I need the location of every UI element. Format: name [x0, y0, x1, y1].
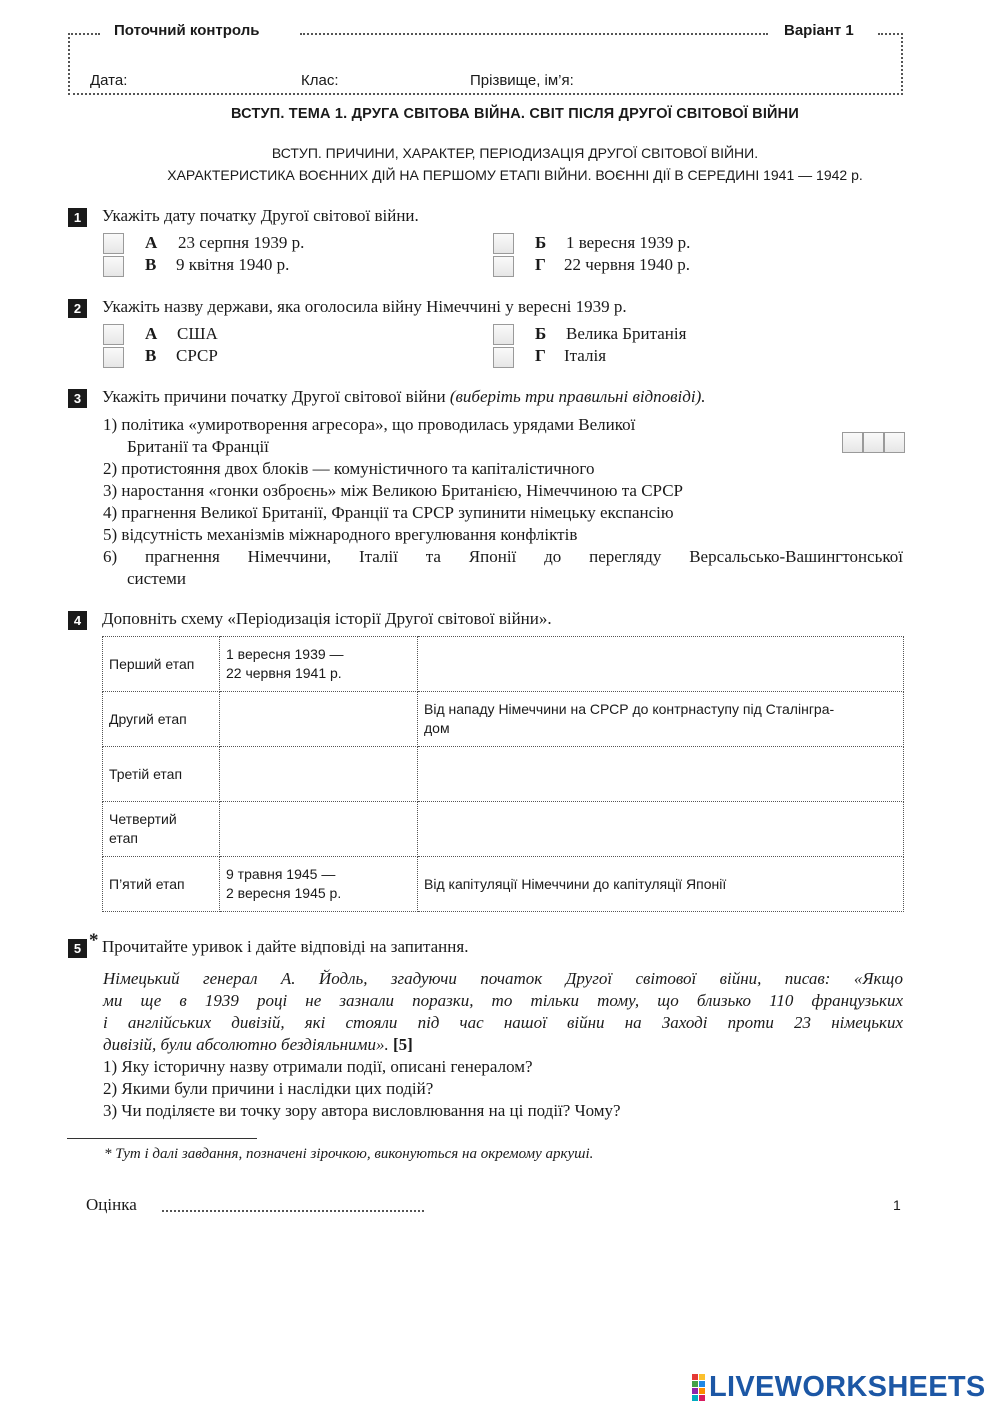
table-row [103, 857, 904, 912]
option-text: Італія [564, 346, 607, 365]
answer-checkbox-1a[interactable] [103, 233, 124, 254]
answer-checkbox-2c[interactable] [103, 347, 124, 368]
description-cell: Від капітуляції Німеччини до капітуляції Японії [418, 857, 904, 912]
list-item: 2) протистояння двох блоків — комуністичного та капіталістичного [103, 459, 595, 478]
subtitle-line-1: ВСТУП. ПРИЧИНИ, ХАРАКТЕР, ПЕРІОДИЗАЦІЯ ДРУГОЇ СВІТОВОЇ ВІЙНИ. [271, 145, 759, 161]
question-number-2: 2 [68, 299, 87, 318]
answer-checkbox-2b[interactable] [493, 324, 514, 345]
class-label: Клас: [301, 72, 339, 89]
footnote: * Тут і далі завдання, позначені зірочкою, виконуються на окремому аркуші. [104, 1146, 594, 1162]
variant-label: Варіант 1 [780, 22, 858, 39]
option-letter: А [145, 324, 158, 343]
liveworksheets-logo [692, 1371, 986, 1403]
periodization-table [102, 636, 904, 912]
answer-cell[interactable] [220, 747, 418, 802]
answer-checkbox-1d[interactable] [493, 256, 514, 277]
answer-cell[interactable] [418, 747, 904, 802]
description-cell: Від нападу Німеччини на СРСР до контрнаступу під Сталінгра- дом [418, 692, 904, 747]
question-2-text: Укажіть назву держави, яка оголосила війну Німеччині у вересні 1939 р. [102, 297, 627, 316]
answer-boxes-3 [842, 432, 905, 453]
list-item: 1) політика «умиротворення агресора», що проводилась урядами Великої [103, 415, 636, 434]
page-title: ВСТУП. ТЕМА 1. ДРУГА СВІТОВА ВІЙНА. СВІТ ПІСЛЯ ДРУГОЇ СВІТОВОЇ ВІЙНИ [231, 106, 799, 122]
dates-cell: 9 травня 1945 — 2 вересня 1945 р. [220, 857, 418, 912]
source-quote: Німецький генерал А. Йодль, згадуючи початок Другої світової війни, писав: «Якщо ми ще в 1939 році не зазнали поразки, то тільки тому, що близько 110 французьких і англійських дивізій, які стояли під час нашої війни на Заході проти 23 німецьких дивізій, були абсолютно бездіяльними». [5] [103, 969, 903, 1054]
subtitle-line-2: ХАРАКТЕРИСТИКА ВОЄННИХ ДІЙ НА ПЕРШОМУ ЕТАПІ ВІЙНИ. ВОЄННІ ДІЇ В СЕРЕДИНІ 1941 — 1942 р. [167, 167, 863, 183]
answer-box-3-1[interactable] [842, 432, 863, 453]
option-text: 23 серпня 1939 р. [178, 233, 305, 252]
control-label: Поточний контроль [110, 22, 263, 39]
stage-cell: П’ятий етап [103, 857, 220, 912]
answer-checkbox-1c[interactable] [103, 256, 124, 277]
stage-cell: Другий етап [103, 692, 220, 747]
option-letter: Б [535, 324, 547, 343]
logo-icon [692, 1374, 705, 1401]
question-4-text: Доповніть схему «Періодизація історії Другої світової війни». [102, 609, 552, 628]
option-letter: А [145, 233, 158, 252]
header-dotted-line [300, 33, 768, 35]
dates-cell: 1 вересня 1939 — 22 червня 1941 р. [220, 637, 418, 692]
date-label: Дата: [90, 72, 128, 89]
question-1-text: Укажіть дату початку Другої світової війни. [102, 206, 419, 225]
stage-cell: Четвертий етап [103, 802, 220, 857]
option-letter: В [145, 255, 157, 274]
question-number-3: 3 [68, 389, 87, 408]
option-text: Велика Британія [566, 324, 687, 343]
table-row [103, 802, 904, 857]
question-5-text: Прочитайте уривок і дайте відповіді на запитання. [102, 937, 469, 956]
list-item: 5) відсутність механізмів міжнародного врегулювання конфліктів [103, 525, 578, 544]
option-letter: Г [535, 346, 546, 365]
list-item: 1) Яку історичну назву отримали події, описані генералом? [103, 1057, 533, 1076]
list-item: Британії та Франції [127, 437, 269, 456]
option-letter: В [145, 346, 157, 365]
list-item: 4) прагнення Великої Британії, Франції та СРСР зупинити німецьку експансію [103, 503, 674, 522]
list-item: 3) Чи поділяєте ви точку зору автора висловлювання на ці події? Чому? [103, 1101, 621, 1120]
answer-box-3-2[interactable] [863, 432, 884, 453]
grade-dotted-line[interactable] [162, 1210, 424, 1212]
table-row [103, 637, 904, 692]
stage-cell: Третій етап [103, 747, 220, 802]
answer-cell[interactable] [418, 637, 904, 692]
list-item: 6) прагнення Німеччини, Італії та Японії до перегляду Версальсько-Вашингтонської [103, 547, 903, 566]
answer-checkbox-1b[interactable] [493, 233, 514, 254]
source-reference: [5] [388, 1035, 413, 1054]
answer-cell[interactable] [220, 802, 418, 857]
star-mark: * [89, 930, 99, 951]
question-number-4: 4 [68, 611, 87, 630]
list-item: 3) наростання «гонки озброєнь» між Великою Британією, Німеччиною та СРСР [103, 481, 683, 500]
option-letter: Б [535, 233, 547, 252]
page-number: 1 [893, 1197, 901, 1213]
option-text: 9 квітня 1940 р. [176, 255, 290, 274]
question-3-text: Укажіть причини початку Другої світової війни (виберіть три правильні відповіді). [102, 387, 706, 406]
option-text: США [177, 324, 218, 343]
answer-cell[interactable] [418, 802, 904, 857]
footnote-divider [67, 1138, 257, 1139]
answer-box-3-3[interactable] [884, 432, 905, 453]
option-letter: Г [535, 255, 546, 274]
grade-label: Оцінка [86, 1195, 137, 1214]
stage-cell: Перший етап [103, 637, 220, 692]
option-text: 22 червня 1940 р. [564, 255, 691, 274]
option-text: СРСР [176, 346, 218, 365]
question-3-hint: (виберіть три правильні відповіді). [449, 387, 706, 406]
header-dotted-line [878, 33, 903, 35]
question-number-5: 5 [68, 939, 87, 958]
header-dotted-line [68, 33, 100, 35]
answer-checkbox-2d[interactable] [493, 347, 514, 368]
question-number-1: 1 [68, 208, 87, 227]
logo-text: LIVEWORKSHEETS [709, 1370, 986, 1403]
table-row [103, 747, 904, 802]
answer-checkbox-2a[interactable] [103, 324, 124, 345]
name-label: Прізвище, ім’я: [470, 72, 574, 89]
option-text: 1 вересня 1939 р. [566, 233, 691, 252]
list-item: 2) Якими були причини і наслідки цих подій? [103, 1079, 434, 1098]
list-item: системи [127, 569, 187, 588]
answer-cell[interactable] [220, 692, 418, 747]
table-row [103, 692, 904, 747]
